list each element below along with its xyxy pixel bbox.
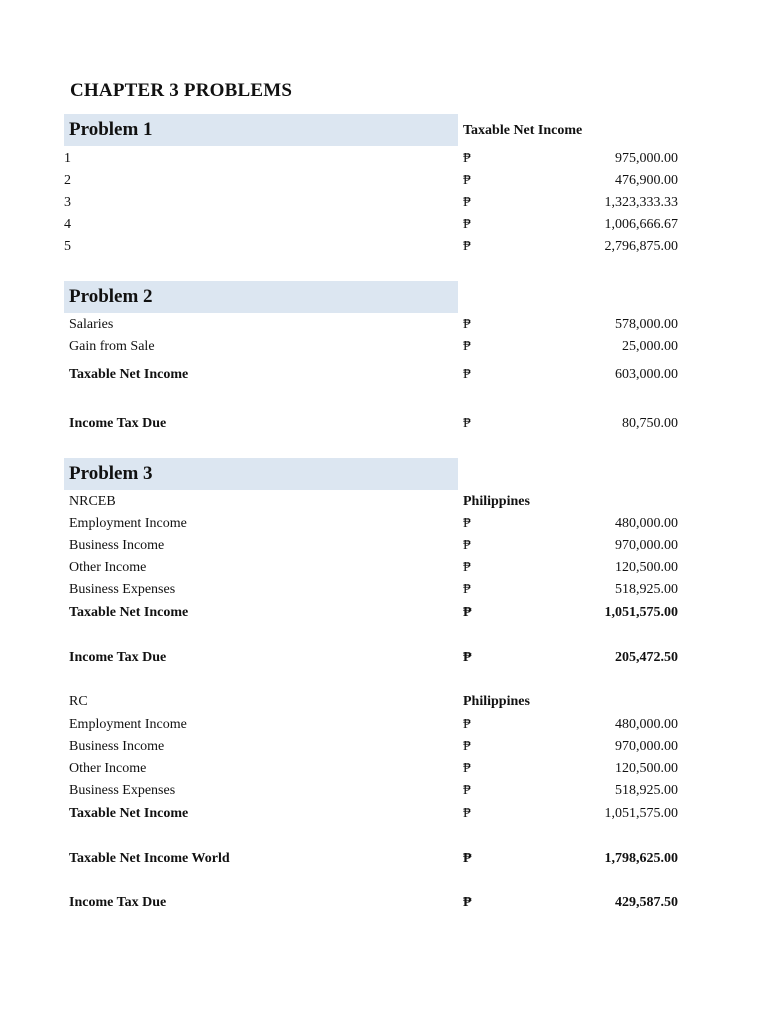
rc-row-amount: 970,000.00 (615, 739, 678, 754)
rc-income-tax-due-label: Income Tax Due (69, 895, 167, 910)
problem-2-row-amount: 578,000.00 (615, 317, 678, 332)
problem-1-row-amount: 2,796,875.00 (604, 239, 678, 254)
peso-sign: ₱ (463, 582, 471, 597)
problem-1-row-amount: 1,006,666.67 (604, 217, 678, 232)
rc-taxable-net-income-world-amount: 1,798,625.00 (604, 851, 678, 866)
peso-sign: ₱ (463, 317, 471, 332)
rc-row-amount: 518,925.00 (615, 783, 678, 798)
problem-1-row-amount: 975,000.00 (615, 151, 678, 166)
peso-sign: ₱ (463, 650, 472, 665)
peso-sign: ₱ (463, 783, 471, 798)
problem-1-row-amount: 476,900.00 (615, 173, 678, 188)
peso-sign: ₱ (463, 761, 471, 776)
rc-taxable-net-income-world-label: Taxable Net Income World (69, 851, 230, 866)
rc-row-label: Business Expenses (69, 783, 176, 798)
nrceb-row-label: Business Income (69, 538, 165, 553)
problem-1-row-label: 3 (64, 195, 71, 210)
nrceb-label: NRCEB (69, 494, 116, 509)
peso-sign: ₱ (463, 717, 471, 732)
peso-sign: ₱ (463, 416, 471, 431)
problem-2-title: Problem 2 (69, 286, 153, 307)
nrceb-income-tax-due-label: Income Tax Due (69, 650, 167, 665)
problem-1-row-amount: 1,323,333.33 (604, 195, 678, 210)
peso-sign: ₱ (463, 605, 472, 620)
problem-3-header (64, 458, 458, 490)
nrceb-row-label: Other Income (69, 560, 147, 575)
problem-1-header (64, 114, 458, 146)
peso-sign: ₱ (463, 195, 471, 210)
peso-sign: ₱ (463, 516, 471, 531)
rc-row-label: Business Income (69, 739, 165, 754)
peso-sign: ₱ (463, 560, 471, 575)
nrceb-row-amount: 120,500.00 (615, 560, 678, 575)
rc-income-tax-due-amount: 429,587.50 (615, 895, 678, 910)
nrceb-taxable-net-income-label: Taxable Net Income (69, 605, 189, 620)
problem-2-row-label: Salaries (69, 317, 114, 332)
nrceb-column-header: Philippines (463, 494, 530, 509)
rc-row-label: Employment Income (69, 717, 187, 732)
peso-sign: ₱ (463, 173, 471, 188)
problem-1-row-label: 4 (64, 217, 71, 232)
peso-sign: ₱ (463, 151, 471, 166)
peso-sign: ₱ (463, 806, 471, 821)
rc-row-amount: 480,000.00 (615, 717, 678, 732)
problem-2-taxable-net-income-amount: 603,000.00 (615, 367, 678, 382)
nrceb-row-label: Employment Income (69, 516, 187, 531)
rc-label: RC (69, 694, 88, 709)
problem-2-taxable-net-income-label: Taxable Net Income (69, 367, 189, 382)
peso-sign: ₱ (463, 339, 471, 354)
peso-sign: ₱ (463, 367, 471, 382)
nrceb-row-amount: 518,925.00 (615, 582, 678, 597)
problem-1-column-header: Taxable Net Income (463, 123, 583, 138)
nrceb-income-tax-due-amount: 205,472.50 (615, 650, 678, 665)
problem-1-row-label: 1 (64, 151, 71, 166)
problem-1-title: Problem 1 (69, 119, 153, 140)
rc-row-label: Other Income (69, 761, 147, 776)
problem-1-row-label: 2 (64, 173, 71, 188)
problem-2-income-tax-due-label: Income Tax Due (69, 416, 167, 431)
nrceb-row-label: Business Expenses (69, 582, 176, 597)
peso-sign: ₱ (463, 739, 471, 754)
problem-2-income-tax-due-amount: 80,750.00 (622, 416, 678, 431)
nrceb-row-amount: 480,000.00 (615, 516, 678, 531)
problem-3-title: Problem 3 (69, 463, 153, 484)
page-title: CHAPTER 3 PROBLEMS (70, 80, 293, 101)
problem-2-row-label: Gain from Sale (69, 339, 155, 354)
rc-column-header: Philippines (463, 694, 530, 709)
rc-taxable-net-income-label: Taxable Net Income (69, 806, 189, 821)
peso-sign: ₱ (463, 851, 472, 866)
peso-sign: ₱ (463, 895, 472, 910)
rc-row-amount: 120,500.00 (615, 761, 678, 776)
nrceb-row-amount: 970,000.00 (615, 538, 678, 553)
problem-2-header (64, 281, 458, 313)
problem-2-row-amount: 25,000.00 (622, 339, 678, 354)
nrceb-taxable-net-income-amount: 1,051,575.00 (604, 605, 678, 620)
rc-taxable-net-income-amount: 1,051,575.00 (604, 806, 678, 821)
peso-sign: ₱ (463, 538, 471, 553)
peso-sign: ₱ (463, 239, 471, 254)
peso-sign: ₱ (463, 217, 471, 232)
problem-1-row-label: 5 (64, 239, 71, 254)
